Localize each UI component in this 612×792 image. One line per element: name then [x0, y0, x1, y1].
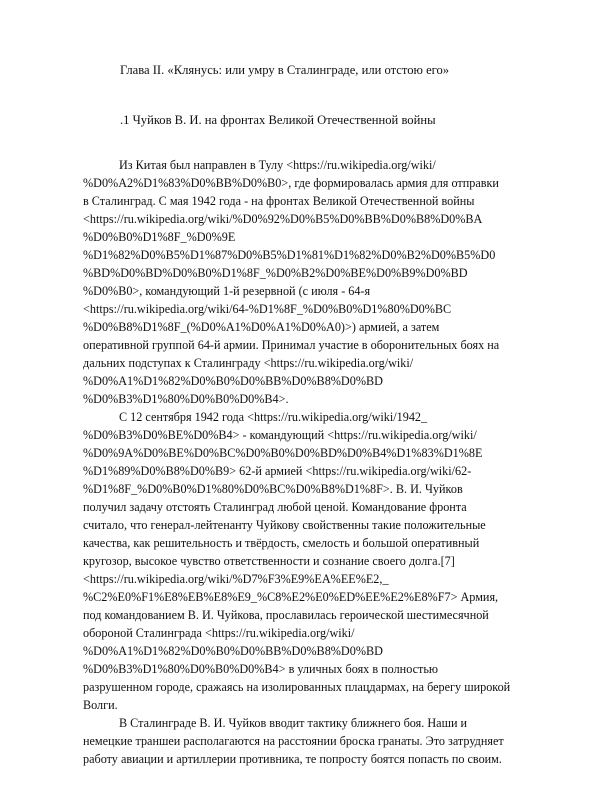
body-text-line: %D0%B8%D1%8F_(%D0%A1%D0%A1%D0%A0)>) армией, а затем — [83, 320, 440, 334]
body-text-line: %D0%B0>, командующий 1-й резервной (с июля - 64-я — [83, 284, 371, 298]
body-text-line: Из Китая был направлен в Тулу <https://ru.wikipedia.org/wiki/ — [119, 158, 436, 172]
body-text-line: получил задачу отстоять Сталинград любой ценой. Командование фронта — [83, 500, 467, 514]
body-text-line: оперативной группой 64-й армии. Принимал участие в оборонительных боях на — [83, 338, 500, 352]
body-text-line: %D0%B0%D1%8F_%D0%9E — [83, 230, 236, 244]
body-text-line: %D0%A1%D1%82%D0%B0%D0%BB%D0%B8%D0%BD — [83, 644, 383, 658]
body-text-line: В Сталинграде В. И. Чуйков вводит тактику ближнего боя. Наши и — [119, 716, 468, 730]
body-text-line: %D0%9A%D0%BE%D0%BC%D0%B0%D0%BD%D0%B4%D1%83%D1%8E — [83, 446, 483, 460]
body-text — [83, 156, 603, 768]
body-text-line: %C2%E0%F1%E8%EB%E8%E9_%C8%E2%E0%ED%EE%E2%E8%F7> Армия, — [83, 590, 499, 604]
body-text-line: разрушенном городе, сражаясь на изолированных плацдармах, на берегу широкой — [83, 680, 511, 694]
body-text-line: <https://ru.wikipedia.org/wiki/64-%D1%8F_%D0%B0%D1%80%D0%BC — [83, 302, 452, 316]
body-text-line: кругозор, высокое чувство ответственности и сознание своего долга.[7] — [83, 554, 455, 568]
section-title: .1 Чуйков В. И. на фронтах Великой Отечественной войны — [120, 113, 436, 127]
body-text-line: %D1%82%D0%B5%D1%87%D0%B5%D1%81%D1%82%D0%B2%D0%B5%D0 — [83, 248, 496, 262]
body-text-line: %D0%B3%D0%BE%D0%B4> - командующий <https://ru.wikipedia.org/wiki/ — [83, 428, 477, 442]
body-text-line: Волги. — [83, 698, 118, 712]
body-text-line: %BD%D0%BD%D0%B0%D1%8F_%D0%B2%D0%BE%D0%B9%D0%BD — [83, 266, 468, 280]
body-text-line: в Сталинград. С мая 1942 года - на фронтах Великой Отечественной войны — [83, 194, 475, 208]
body-text-line: %D0%A1%D1%82%D0%B0%D0%BB%D0%B8%D0%BD — [83, 374, 383, 388]
body-text-line: %D0%B3%D1%80%D0%B0%D0%B4> в уличных боях в полностью — [83, 662, 438, 676]
body-text-line: %D1%89%D0%B8%D0%B9> 62-й армией <https://ru.wikipedia.org/wiki/62- — [83, 464, 472, 478]
body-text-line: <https://ru.wikipedia.org/wiki/%D0%92%D0%B5%D0%BB%D0%B8%D0%BA — [83, 212, 483, 226]
body-text-line: качества, как решительность и твёрдость, смелость и большой оперативный — [83, 536, 480, 550]
body-text-line: С 12 сентября 1942 года <https://ru.wikipedia.org/wiki/1942_ — [119, 410, 428, 424]
body-text-line: <https://ru.wikipedia.org/wiki/%D7%F3%E9%EA%EE%E2,_ — [83, 572, 389, 586]
body-text-line: под командованием В. И. Чуйкова, прославилась героической шестимесячной — [83, 608, 489, 622]
body-text-line: немецкие траншеи располагаются на расстоянии броска гранаты. Это затрудняет — [83, 734, 504, 748]
body-text-line: %D0%B3%D1%80%D0%B0%D0%B4>. — [83, 392, 289, 406]
body-text-line: %D0%A2%D1%83%D0%BB%D0%B0>, где формировалась армия для отправки — [83, 176, 499, 190]
body-text-line: дальних подступах к Сталинграду <https://ru.wikipedia.org/wiki/ — [83, 356, 414, 370]
body-text-line: работу авиации и артиллерии противника, те попросту боятся попасть по своим. — [83, 752, 502, 766]
chapter-title: Глава II. «Клянусь: или умру в Сталинграде, или отстою его» — [120, 63, 450, 77]
body-text-line: обороной Сталинграда <https://ru.wikipedia.org/wiki/ — [83, 626, 355, 640]
body-text-line: считало, что генерал-лейтенанту Чуйкову свойственны такие положительные — [83, 518, 486, 532]
body-text-line: %D1%8F_%D0%B0%D1%80%D0%BC%D0%B8%D1%8F>. В. И. Чуйков — [83, 482, 463, 496]
